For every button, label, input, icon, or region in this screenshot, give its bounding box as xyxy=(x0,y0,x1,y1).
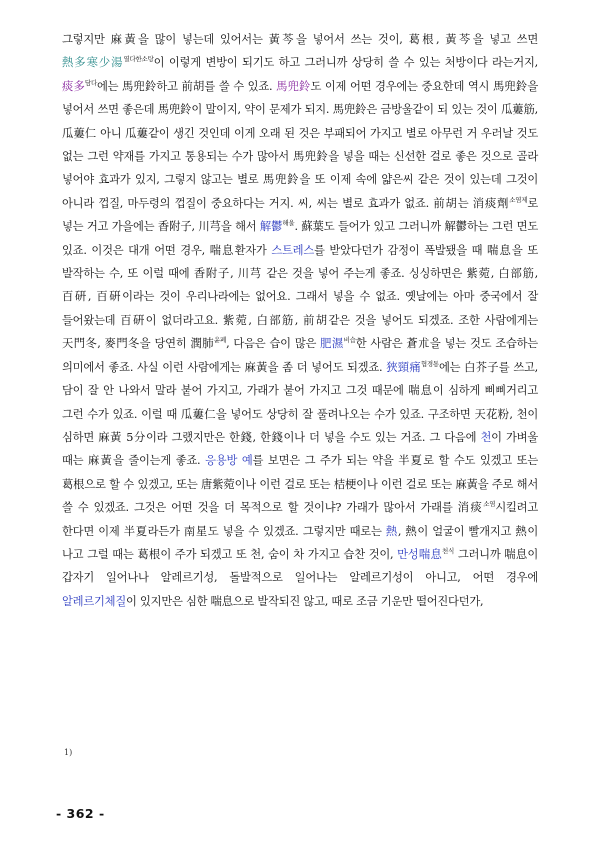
highlighted-term: 解鬱 xyxy=(259,220,283,234)
reading-annotation: 소염제 xyxy=(509,196,528,205)
page-number: - 362 - xyxy=(56,806,105,821)
text-run: . 蘇葉도 들어가 있고 그러니까 解鬱하는 그런 면도 있죠. 이것은 대개 어떤 경우, 喘息환자가 xyxy=(62,220,538,257)
text-run: , 다음은 습이 많은 xyxy=(226,337,321,351)
text-run: 로 넣는 거고 가을에는 香附子, 川芎을 해서 xyxy=(62,196,538,234)
text-run: 이 가벼울 때는 麻黃을 줄이는게 좋죠. xyxy=(62,430,539,468)
text-run: 를 보면은 그 주가 되는 약을 半夏로 할 수도 있겠고 또는 葛根으로 할 수 있겠고, 또는 唐紫菀이나 이런 걸로 또는 桔梗이나 이런 걸로 또는 麻黃을 주로 해서 쓸 수 있겠죠. 그것은 어떤 것을 더 목적으로 할 것이냐? 가래가 많아서 가래를 消痰 xyxy=(62,454,538,515)
text-run: 에는 馬兜鈴하고 前胡를 쓸 수 있죠. xyxy=(96,79,277,93)
text-run: 이 있지만은 심한 喘息으로 발작되진 않고, 때로 조금 기운만 떨어진다던가, xyxy=(125,594,484,608)
highlighted-term: 응용방 예 xyxy=(205,454,253,468)
reading-annotation: 열다한소탕 xyxy=(123,55,154,64)
text-run: 이 이렇게 변방이 되기도 하고 그러니까 상당히 쓸 수 있는 처방이다 라는거지, xyxy=(153,56,538,70)
highlighted-term: 스트레스 xyxy=(271,243,315,257)
highlighted-term: 만성喘息 xyxy=(397,547,442,561)
highlighted-term: 알레르기체질 xyxy=(62,594,126,608)
text-run: , 熱이 얼굴이 빨개지고 熱이 나고 그럴 때는 葛根이 주가 되겠고 또 천, 숨이 차 가지고 습찬 것이, xyxy=(62,524,538,561)
highlighted-term: 狹頸痛 xyxy=(386,360,421,374)
reading-annotation: 해울 xyxy=(282,219,295,228)
text-run: 그렇지만 麻黃을 많이 넣는데 있어서는 黃芩을 넣어서 쓰는 것이, 葛根, 黃芩을 넣고 쓰면 xyxy=(62,33,538,46)
highlighted-term: 痰多 xyxy=(62,79,85,93)
text-run: 그러니까 喘息이 갑자기 일어나나 알레르기성, 돌발적으로 일어나는 알레르기성이 아니고, 어떤 경우에 xyxy=(62,547,538,585)
reading-annotation: 소염 xyxy=(483,500,496,509)
reading-annotation: 담다 xyxy=(84,79,97,88)
reading-annotation: 협경통 xyxy=(420,359,439,368)
reading-annotation: 윤폐 xyxy=(214,336,227,345)
text-run: 를 받았다던가 감정이 폭발됐을 때 喘息을 또 발작하는 수, 또 이럴 때에 香附子, 川芎 같은 것을 넣어 주는게 좋죠. 싱싱하면은 紫菀, 白部筋, 百硏, 百硏이라는 것이 우리나라에는 없어요. 그래서 넣을 수 없죠. 옛날에는 아마 중국에서 잘 들어왔는데 百硏이 없더라고요. 紫菀, 白部筋, 前胡같은 것을 넣어도 되겠죠. 조한 사람에게는 天門冬, 麥門冬을 당연히 潤肺 xyxy=(62,243,539,351)
text-run: 시킬려고 한다면 이제 半夏라든가 南星도 넣을 수 있겠죠. 그렇지만 때로는 xyxy=(62,501,538,538)
highlighted-term: 천 xyxy=(480,430,492,444)
reading-annotation: 비습 xyxy=(343,336,356,345)
body-paragraph xyxy=(62,28,538,613)
text-run: 한 사람은 蒼朮을 넣는 것도 조습하는 의미에서 좋죠. 사실 이런 사람에게는 麻黃을 좀 더 넣어도 되겠죠. xyxy=(62,337,538,374)
reading-annotation: 천식 xyxy=(441,547,455,556)
footnote-marker: 1) xyxy=(64,748,73,757)
highlighted-term: 熱多寒少湯 xyxy=(62,56,124,70)
highlighted-term: 馬兜鈴 xyxy=(276,79,311,93)
text-run: 에는 白芥子를 쓰고, 담이 잘 안 나와서 말라 붙어 가지고, 가래가 붙어 가지고 그것 때문에 喘息이 심하게 삐삐거리고 그런 수가 있죠. 이럴 때 瓜蔞仁을 넣어도 상당히 잘 풀려나오는 수가 있죠. 구조하면 天花粉, 천이 심하면 麻黃 5分이라 그랬지만은 한錢, 한錢이나 더 넣을 수도 있는 거죠. 그 다음에 xyxy=(62,360,538,444)
highlighted-term: 肥濕 xyxy=(320,337,344,351)
text-run: 도 이제 어떤 경우에는 중요한데 역시 馬兜鈴을 넣어서 쓰면 좋은데 馬兜鈴이 말이지, 약이 문제가 되지. 馬兜鈴은 금방울같이 되 있는 것이 瓜蔞筋, 瓜蔞仁 아니 瓜蔞같이 생긴 것인데 이게 오래 된 것은 부패되어 가지고 별로 아무런 거 우러날 것도 없는 그런 약재를 가지고 통용되는 수가 많아서 馬兜鈴을 넣을 때는 신선한 걸로 좋은 것으로 골라 넣어야 효과가 있지, 그렇지 않고는 별로 馬兜鈴을 또 이제 속에 얇은씨 같은 것이 있는데 그것이 아니라 껍질, 마두령의 껍질이 중요하다는 거지. 씨, 씨는 별로 효과가 없죠. 前胡는 消痰劑 xyxy=(62,79,538,210)
highlighted-term: 熱 xyxy=(385,524,398,538)
